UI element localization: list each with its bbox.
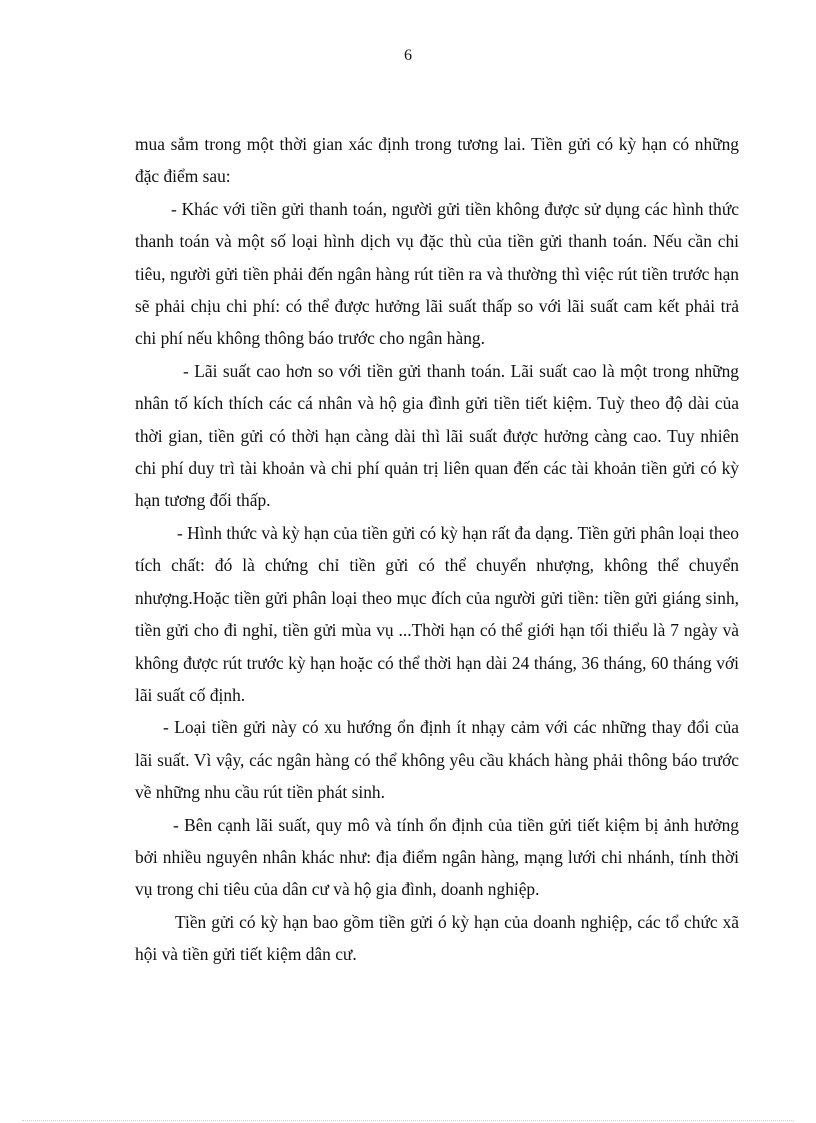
paragraph-bullet-form-and-term: - Hình thức và kỳ hạn của tiền gửi có kỳ hạn rất đa dạng. Tiền gửi phân loại theo tích chất: đó là chứng chỉ tiền gửi có thể chuyển nhượng, không thể chuyển nhượng.Hoặc tiền gửi phân loại theo mục đích của người gửi tiền: tiền gửi giáng sinh, tiền gửi cho đi nghỉ, tiền gửi mùa vụ ...Thời hạn có thể giới hạn tối thiểu là 7 ngày và không được rút trước kỳ hạn hoặc có thể thời hạn dài 24 tháng, 36 tháng, 60 tháng với lãi suất cố định. (135, 522, 739, 705)
footer-divider (22, 1120, 794, 1121)
paragraph-conclusion: Tiền gửi có kỳ hạn bao gồm tiền gửi ó kỳ hạn của doanh nghiệp, các tổ chức xã hội và tiền gửi tiết kiệm dân cư. (135, 911, 739, 965)
paragraph-bullet-stability: - Loại tiền gửi này có xu hướng ổn định ít nhạy cảm với các những thay đổi của lãi suất. Vì vậy, các ngân hàng có thể không yêu cầu khách hàng phải thông báo trước về những nhu cầu rút tiền phát sinh. (135, 717, 739, 803)
paragraph-bullet-payment-difference: - Khác với tiền gửi thanh toán, người gửi tiền không được sử dụng các hình thức thanh toán và một số loại hình dịch vụ đặc thù của tiền gửi thanh toán. Nếu cần chi tiêu, người gửi tiền phải đến ngân hàng rút tiền ra và thường thì việc rút tiền trước hạn sẽ phải chịu chi phí: có thể được hưởng lãi suất thấp so với lãi suất cam kết phải trả chi phí nếu không thông báo trước cho ngân hàng. (135, 198, 739, 349)
paragraph-intro: mua sắm trong một thời gian xác định trong tương lai. Tiền gửi có kỳ hạn có những đặc điểm sau: (135, 134, 739, 187)
paragraph-bullet-other-factors: - Bên cạnh lãi suất, quy mô và tính ổn định của tiền gửi tiết kiệm bị ảnh hưởng bởi nhiều nguyên nhân khác như: địa điểm ngân hàng, mạng lưới chi nhánh, tính thời vụ trong chi tiêu của dân cư và hộ gia đình, doanh nghiệp. (135, 814, 739, 900)
document-body (135, 128, 739, 971)
page-number: 6 (404, 47, 412, 64)
paragraph-bullet-interest-rate: - Lãi suất cao hơn so với tiền gửi thanh toán. Lãi suất cao là một trong những nhân tố kích thích các cá nhân và hộ gia đình gửi tiền tiết kiệm. Tuỳ theo độ dài của thời gian, tiền gửi có thời hạn càng dài thì lãi suất được hưởng càng cao. Tuy nhiên chi phí duy trì tài khoản và chi phí quản trị liên quan đến các tài khoản tiền gửi có kỳ hạn tương đối thấp. (135, 360, 739, 511)
